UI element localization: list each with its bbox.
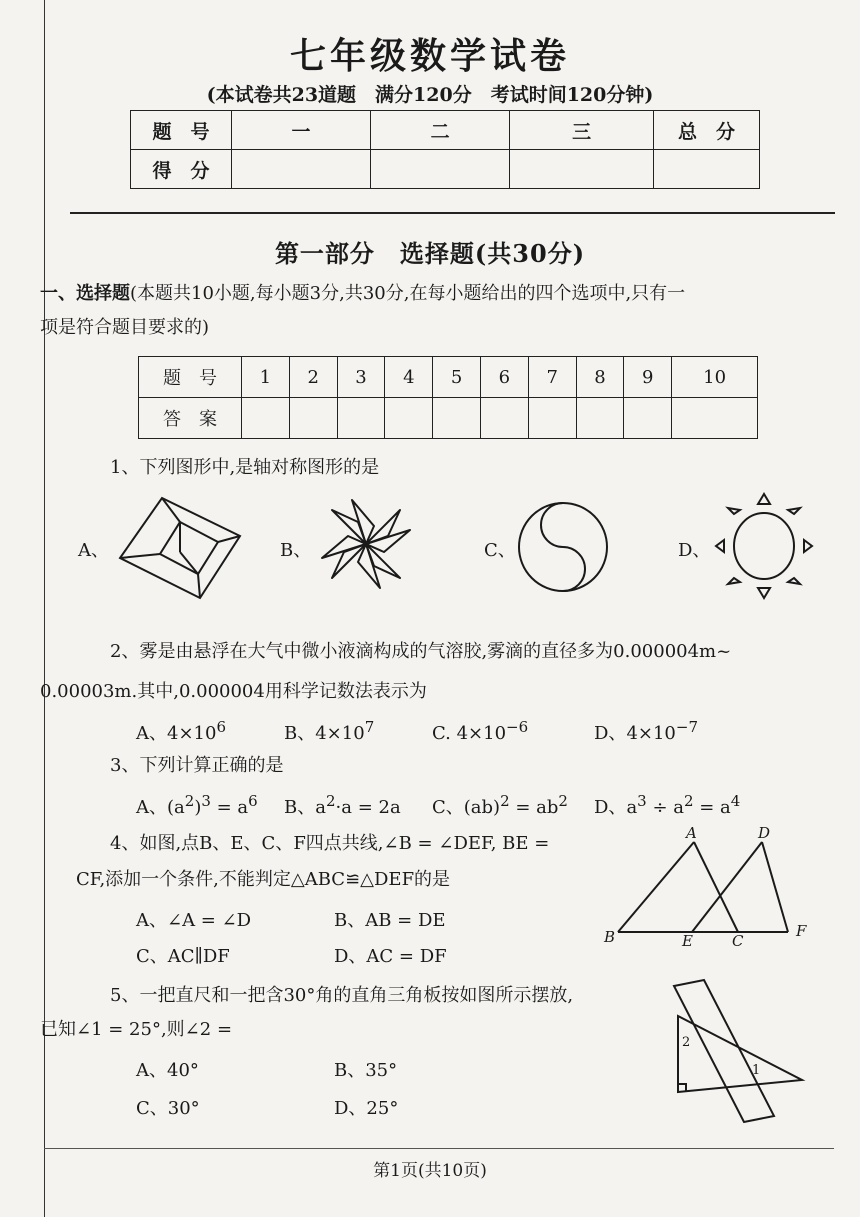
part-title: 第一部分 选择题(共30分) — [274, 239, 586, 268]
q4-option-d: D、AC = DF — [334, 946, 447, 967]
answer-number: 3 — [337, 357, 385, 398]
section-instruction-line2: 项是符合题目要求的) — [40, 317, 210, 338]
q4-label-c: C — [732, 932, 744, 948]
q5-angle-1-label: 1 — [752, 1063, 761, 1078]
q3-option-c: C、$(ab)^2 = ab^2$ — [432, 792, 568, 818]
q5-option-b: B、35° — [334, 1060, 398, 1081]
answer-number: 2 — [289, 357, 337, 398]
score-header-3: 三 — [510, 111, 654, 150]
question-4-stem-line2: CF,添加一个条件,不能判定△ABC≌△DEF的是 — [76, 869, 451, 890]
score-row-label: 得 分 — [131, 150, 232, 189]
answer-number: 1 — [242, 357, 290, 398]
q1-figure-c-yin-yang — [516, 500, 610, 594]
answer-number: 10 — [672, 357, 758, 398]
score-cell[interactable] — [232, 150, 371, 189]
answer-number: 5 — [433, 357, 481, 398]
exam-subtitle: (本试卷共23道题 满分120分 考试时间120分钟) — [206, 84, 654, 106]
score-cell[interactable] — [371, 150, 510, 189]
q1-option-d-label: D、 — [678, 540, 711, 561]
q5-angle-2-label: 2 — [682, 1035, 691, 1050]
header-divider — [70, 212, 835, 214]
q3-option-a: A、$(a^2)^3 = a^6$ — [136, 792, 258, 818]
score-header-label: 题 号 — [131, 111, 232, 150]
question-4-stem-line1: 4、如图,点B、E、C、F四点共线,∠B = ∠DEF, BE = — [110, 833, 550, 854]
score-header-2: 二 — [371, 111, 510, 150]
score-header-total: 总 分 — [654, 111, 760, 150]
q1-figure-d-sun — [714, 490, 814, 600]
footer-divider — [44, 1148, 834, 1149]
answer-cell[interactable] — [624, 398, 672, 439]
q4-label-a: A — [686, 824, 697, 842]
question-3-stem: 3、下列计算正确的是 — [110, 755, 284, 776]
q4-label-e: E — [682, 932, 693, 948]
question-2-stem-line2: 0.00003m.其中,0.000004用科学记数法表示为 — [40, 681, 427, 702]
q4-option-a: A、∠A = ∠D — [136, 910, 252, 931]
answer-header-label: 题 号 — [139, 357, 242, 398]
q2-option-b: B、$4\times 10^7$ — [284, 718, 375, 744]
q5-option-c: C、30° — [136, 1098, 200, 1119]
q3-option-d: D、$a^3 \div a^2 = a^4$ — [594, 792, 741, 818]
answer-cell[interactable] — [672, 398, 758, 439]
q5-figure-ruler-triangle — [664, 976, 814, 1126]
exam-title: 七年级数学试卷 — [289, 35, 570, 77]
answer-number: 7 — [528, 357, 576, 398]
answer-number: 9 — [624, 357, 672, 398]
answer-number: 8 — [576, 357, 624, 398]
answer-row-label: 答 案 — [139, 398, 242, 439]
q5-option-d: D、25° — [334, 1098, 399, 1119]
q3-option-b: B、$a^2\cdot a = 2a$ — [284, 792, 401, 818]
answer-cell[interactable] — [433, 398, 481, 439]
q1-figure-a-pinwheel-square — [118, 496, 242, 600]
page-footer: 第1页(共10页) — [373, 1161, 487, 1181]
q1-option-c-label: C、 — [484, 540, 516, 561]
answer-table — [138, 356, 758, 439]
q2-option-a: A、$4\times 10^6$ — [136, 718, 226, 744]
q4-option-b: B、AB = DE — [334, 910, 446, 931]
q1-figure-b-pinwheel — [318, 496, 414, 592]
answer-number: 4 — [385, 357, 433, 398]
score-table — [130, 110, 760, 189]
answer-cell[interactable] — [337, 398, 385, 439]
answer-cell[interactable] — [385, 398, 433, 439]
score-cell[interactable] — [510, 150, 654, 189]
q4-label-d: D — [758, 824, 771, 842]
score-cell[interactable] — [654, 150, 760, 189]
answer-cell[interactable] — [480, 398, 528, 439]
q4-option-c: C、AC∥DF — [136, 946, 230, 967]
q1-option-a-label: A、 — [78, 540, 109, 561]
question-5-stem-line1: 5、一把直尺和一把含30°角的直角三角板按如图所示摆放, — [110, 985, 574, 1006]
q2-option-c: C. $4\times 10^{-6}$ — [432, 718, 529, 744]
answer-cell[interactable] — [576, 398, 624, 439]
q1-option-b-label: B、 — [280, 540, 312, 561]
answer-cell[interactable] — [242, 398, 290, 439]
answer-number: 6 — [480, 357, 528, 398]
question-5-stem-line2: 已知∠1 = 25°,则∠2 = — [40, 1019, 233, 1040]
answer-cell[interactable] — [528, 398, 576, 439]
q2-option-d: D、$4\times 10^{-7}$ — [594, 718, 699, 744]
q5-option-a: A、40° — [136, 1060, 199, 1081]
section-instruction-line1: 一、选择题(本题共10小题,每小题3分,共30分,在每小题给出的四个选项中,只有一 — [40, 283, 686, 304]
question-2-stem-line1: 2、雾是由悬浮在大气中微小液滴构成的气溶胶,雾滴的直径多为0.000004m~ — [110, 641, 732, 662]
answer-cell[interactable] — [289, 398, 337, 439]
score-header-1: 一 — [232, 111, 371, 150]
q4-label-b: B — [604, 928, 616, 946]
q4-label-f: F — [796, 922, 807, 940]
question-1-stem: 1、下列图形中,是轴对称图形的是 — [110, 457, 380, 478]
q4-figure-triangles — [598, 822, 818, 948]
